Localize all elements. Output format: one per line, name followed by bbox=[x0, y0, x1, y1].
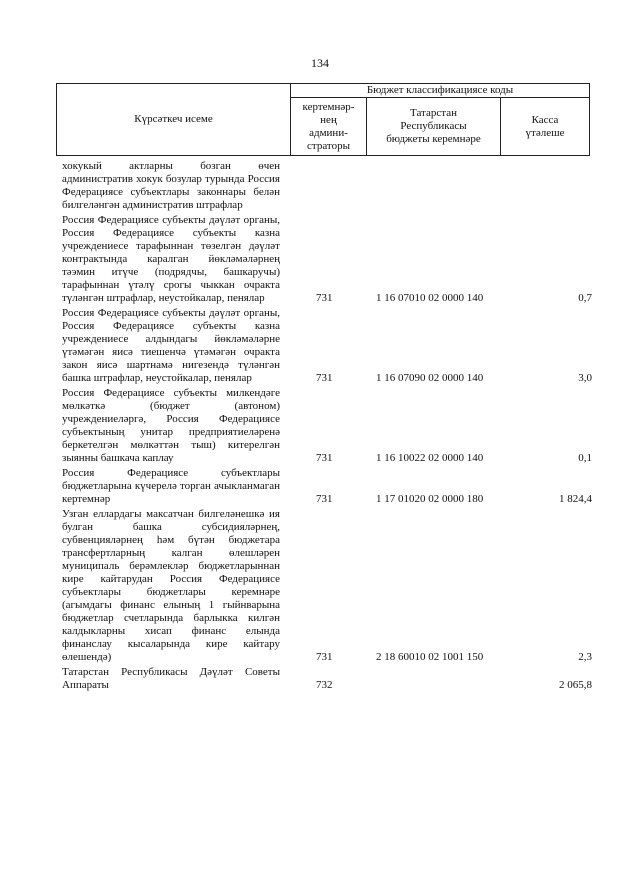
table-row bbox=[62, 160, 592, 212]
row-code: 1 17 01020 02 0000 180 bbox=[376, 493, 484, 505]
row-name: Россия Федерациясе субъекты милкендәге мөлкәткә (бюджет (автоном) учреждениеләргә, Россия Федерациясе субъектының унитар предприятиеләренә беркетелгән мөлкәттән тыш) китерелгән зыянны башкача каплау bbox=[62, 387, 280, 464]
row-name: Россия Федерациясе субъекты дәүләт органы, Россия Федерациясе субъекты казна учреждениесе тарафыннан төзелгән дәүләт контрактында каралган йөкләмәләрнең тәэмин итүче (подрядчы, башкаручы) тарафыннан үтәлү срогы чыккан очракта түләнгән штрафлар, неустойкалар, пенялар bbox=[62, 214, 280, 304]
row-admin: 731 bbox=[316, 372, 333, 384]
header-indicator-name: Күрсәткеч исеме bbox=[57, 84, 291, 156]
header-admin-col: кертемнәр- нең админи- страторы bbox=[291, 98, 367, 156]
row-amount: 0,1 bbox=[578, 452, 592, 464]
table-row bbox=[62, 307, 592, 385]
row-code: 1 16 07010 02 0000 140 bbox=[376, 292, 484, 304]
header-revenue-col: Татарстан Республикасы бюджеты керемнәре bbox=[367, 98, 501, 156]
row-name: Россия Федерациясе субъектлары бюджетларына күчерелә торган ачыкланмаган кертемнәр bbox=[62, 467, 280, 505]
row-admin: 731 bbox=[316, 651, 333, 663]
header-cash-col: Касса үтәлеше bbox=[501, 98, 590, 156]
table-row bbox=[62, 214, 592, 305]
row-name: Россия Федерациясе субъекты дәүләт органы, Россия Федерациясе субъекты казна учреждениесе алдындагы йөкләмәләрне үтәмәгән яисә тиешенчә үтәмәгән очракта закон яисә шартнамә нигезендә түләнгән башка штрафлар, неустойкалар, пенялар bbox=[62, 307, 280, 384]
header-budget-codes: Бюджет классификациясе коды bbox=[291, 84, 590, 98]
row-amount: 1 824,4 bbox=[559, 493, 592, 505]
table-row bbox=[62, 467, 592, 506]
row-admin: 731 bbox=[316, 493, 333, 505]
table-row bbox=[62, 666, 592, 692]
row-amount: 3,0 bbox=[578, 372, 592, 384]
row-admin: 731 bbox=[316, 292, 333, 304]
table-row bbox=[62, 387, 592, 465]
row-code: 2 18 60010 02 1001 150 bbox=[376, 651, 484, 663]
row-amount: 2,3 bbox=[578, 651, 592, 663]
row-code: 1 16 07090 02 0000 140 bbox=[376, 372, 484, 384]
row-amount: 2 065,8 bbox=[559, 679, 592, 691]
header-table bbox=[56, 83, 590, 156]
row-name: Узган еллардагы максатчан билгеләнешкә ия булган башка субсидияләрнең, субвенцияләрнең һәм бүтән бюджетара трансфертларның калган өлешләрен муниципаль берәмлекләр бюджетларыннан кире кайтарудан Россия Федерациясе субъектлары бюджетлары керемнәре (агымдагы финанс елының 1 гыйнварына бюджетлар счетларында барлыкка килгән калдыкларны хисап финанс елында финанслау кысаларында кире кайтару өлешендә) bbox=[62, 508, 280, 663]
page-number: 134 bbox=[311, 56, 329, 70]
row-admin: 731 bbox=[316, 452, 333, 464]
row-admin: 732 bbox=[316, 679, 333, 691]
table-row bbox=[62, 508, 592, 664]
table-body bbox=[62, 160, 592, 692]
row-amount: 0,7 bbox=[578, 292, 592, 304]
row-code: 1 16 10022 02 0000 140 bbox=[376, 452, 484, 464]
row-name: хокукый актларны бозган өчен административ хокук бозулар турында Россия Федерациясе субъектлары законнары белән билгеләнгән административ штрафлар bbox=[62, 160, 280, 211]
row-name: Татарстан Республикасы Дәүләт Советы Аппараты bbox=[62, 666, 280, 691]
